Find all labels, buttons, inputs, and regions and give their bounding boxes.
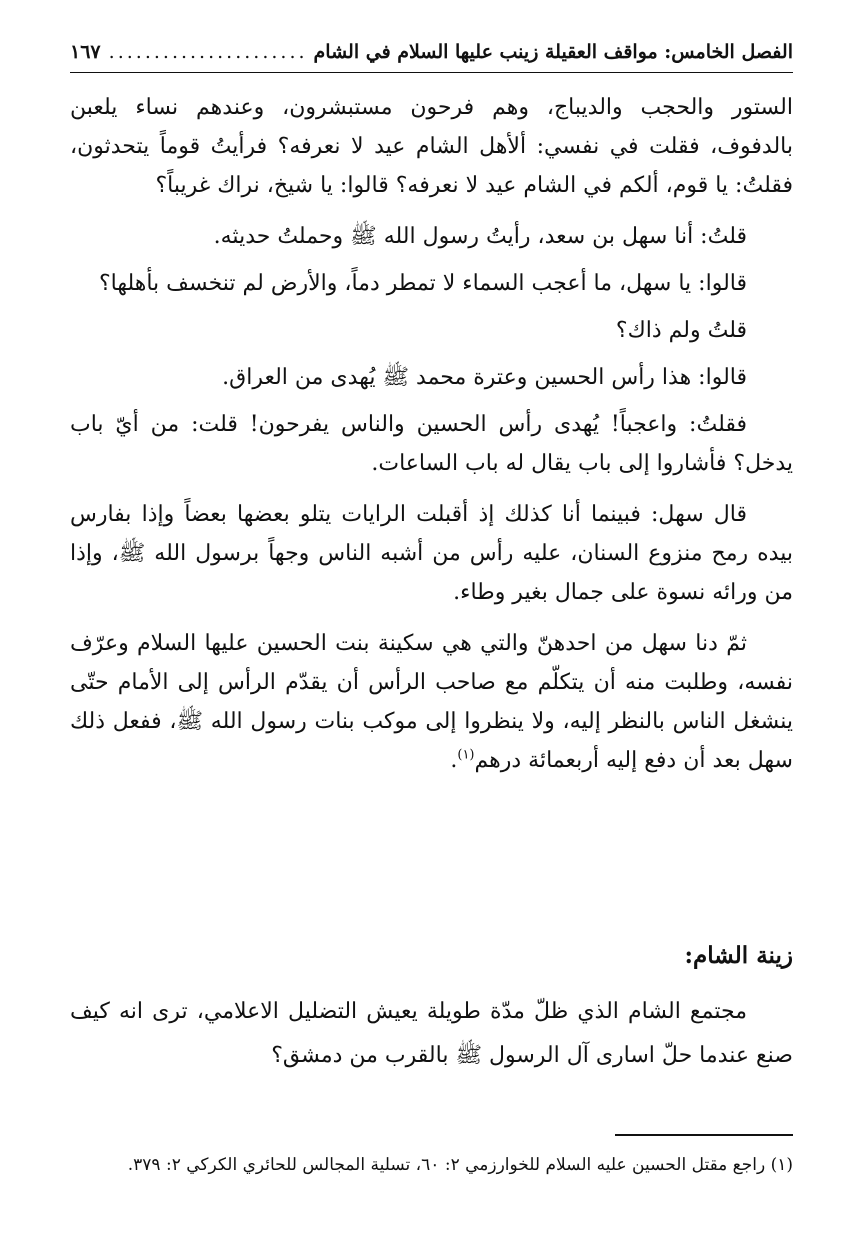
- footnote: (١) راجع مقتل الحسين عليه السلام للخوارزمي ٢: ٦٠، تسلية المجالس للحائري الكركي ٢: ٣٧٩.: [127, 1155, 793, 1175]
- page-number: ١٦٧: [70, 41, 101, 63]
- paragraph-text: ثمّ دنا سهل من احدهنّ والتي هي سكينة بنت الحسين عليها السلام وعرّف نفسه، وطلبت منه أن يتكلّم مع صاحب الرأس أن يقدّم الرأس إلى الأمام حتّى ينشغل الناس بالنظر إليه، ولا ينظروا إلى موكب بنات رسول الله ﷺ، ففعل ذلك سهل بعد أن دفع إليه أربعمائة درهم: [70, 631, 793, 773]
- paragraph: قالوا: يا سهل، ما أعجب السماء لا تمطر دماً، والأرض لم تنخسف بأهلها؟: [98, 271, 747, 296]
- chapter-title: الفصل الخامس: مواقف العقيلة زينب عليها السلام في الشام: [313, 41, 793, 63]
- running-header: [70, 32, 793, 73]
- main-text: [70, 88, 793, 792]
- paragraph: فقلتُ: واعجباً! يُهدى رأس الحسين والناس يفرحون! قلت: من أيّ باب يدخل؟ فأشاروا إلى باب يقال له باب الساعات.: [70, 412, 793, 476]
- paragraph: قالوا: هذا رأس الحسين وعترة محمد ﷺ يُهدى من العراق.: [222, 365, 747, 390]
- paragraph: مجتمع الشام الذي ظلّ مدّة طويلة يعيش التضليل الاعلامي، ترى انه كيف صنع عندما حلّ اسارى آل الرسول ﷺ بالقرب من دمشق؟: [70, 999, 793, 1068]
- paragraph: قال سهل: فبينما أنا كذلك إذ أقبلت الرايات يتلو بعضها بعضاً وإذا بفارس بيده رمح منزوع السنان، عليه رأس من أشبه الناس وجهاً برسول الله ﷺ، وإذا من ورائه نسوة على جمال بغير وطاء.: [70, 502, 793, 605]
- leader-dots: [107, 41, 308, 63]
- paragraph-with-footnote: ثمّ دنا سهل من احدهنّ والتي هي سكينة بنت الحسين عليها السلام وعرّف نفسه، وطلبت منه أن يتكلّم مع صاحب الرأس أن يقدّم الرأس إلى الأمام حتّى ينشغل الناس بالنظر إليه، ولا ينظروا إلى موكب بنات رسول الله ﷺ، ففعل ذلك سهل بعد أن دفع إليه أربعمائة درهم$^{(١)}$.: [70, 631, 793, 773]
- section-text: [70, 990, 793, 1078]
- paragraph: قلتُ: أنا سهل بن سعد، رأيتُ رسول الله ﷺ وحملتُ حديثه.: [213, 224, 747, 249]
- footnote-divider: [615, 1134, 793, 1136]
- section-heading: زينة الشام:: [684, 942, 793, 969]
- paragraph: الستور والحجب والديباج، وهم فرحون مستبشرون، وعندهم نساء يلعبن بالدفوف، فقلت في نفسي: ألأهل الشام عيد لا نعرفه؟ فرأيتُ قوماً يتحدثون، فقلتُ: يا قوم، ألكم في الشام عيد لا نعرفه؟ قالوا: يا شيخ، نراك غريباً؟: [70, 95, 793, 198]
- footnote-marker: (١): [457, 747, 475, 763]
- paragraph: قلتُ ولم ذاك؟: [615, 318, 747, 343]
